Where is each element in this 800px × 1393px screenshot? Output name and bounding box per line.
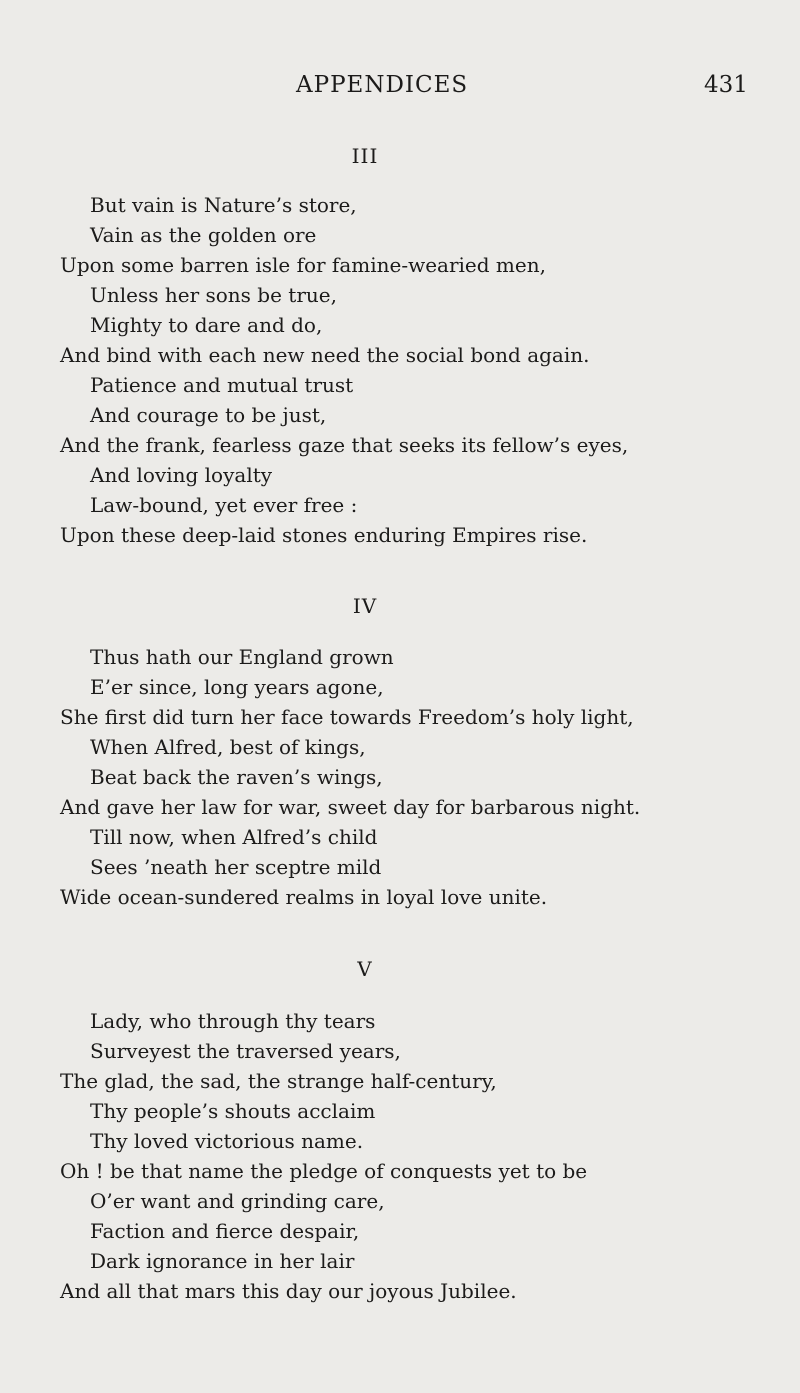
stanza-iv <box>60 642 760 912</box>
page-number: 431 <box>704 72 748 98</box>
verse-line: Unless her sons be true, <box>90 283 337 307</box>
verse-line: E’er since, long years agone, <box>90 675 384 699</box>
verse-line: Faction and fierce despair, <box>90 1219 360 1243</box>
verse-line: When Alfred, best of kings, <box>90 735 366 759</box>
verse-line: But vain is Nature’s store, <box>90 193 357 217</box>
verse-line: And courage to be just, <box>90 403 327 427</box>
verse-line: O’er want and grinding care, <box>90 1189 385 1213</box>
stanza-numeral-iii: III <box>351 144 379 168</box>
stanza-v <box>60 1006 760 1306</box>
verse-line: Upon these deep-laid stones enduring Empires rise. <box>60 523 588 547</box>
verse-line: Wide ocean-sundered realms in loyal love unite. <box>60 885 548 909</box>
verse-line: Lady, who through thy tears <box>90 1009 376 1033</box>
verse-line: She first did turn her face towards Freedom’s holy light, <box>60 705 634 729</box>
verse-line: Law-bound, yet ever free : <box>90 493 358 517</box>
verse-line: And all that mars this day our joyous Jubilee. <box>60 1279 517 1303</box>
verse-line: And gave her law for war, sweet day for barbarous night. <box>60 795 641 819</box>
verse-line: Patience and mutual trust <box>90 373 354 397</box>
verse-line: Dark ignorance in her lair <box>90 1249 355 1273</box>
stanza-iii <box>60 190 760 550</box>
verse-line: Beat back the raven’s wings, <box>90 765 383 789</box>
verse-line: Vain as the golden ore <box>90 223 317 247</box>
verse-line: Thy loved victorious name. <box>90 1129 364 1153</box>
verse-line: The glad, the sad, the strange half-century, <box>60 1069 497 1093</box>
verse-line: And bind with each new need the social bond again. <box>60 343 590 367</box>
verse-line: Mighty to dare and do, <box>90 313 323 337</box>
running-title: APPENDICES <box>296 72 469 98</box>
verse-line: Thus hath our England grown <box>90 645 394 669</box>
verse-line: Thy people’s shouts acclaim <box>90 1099 376 1123</box>
verse-line: Till now, when Alfred’s child <box>90 825 378 849</box>
verse-line: Sees ’neath her sceptre mild <box>90 855 382 879</box>
verse-line: Surveyest the traversed years, <box>90 1039 401 1063</box>
verse-line: And the frank, fearless gaze that seeks its fellow’s eyes, <box>60 433 629 457</box>
running-head <box>0 72 800 112</box>
verse-line: And loving loyalty <box>90 463 273 487</box>
stanza-numeral-iv: IV <box>352 594 378 618</box>
stanza-numeral-v: V <box>357 957 373 981</box>
verse-line: Upon some barren isle for famine-wearied men, <box>60 253 546 277</box>
verse-line: Oh ! be that name the pledge of conquests yet to be <box>60 1159 588 1183</box>
